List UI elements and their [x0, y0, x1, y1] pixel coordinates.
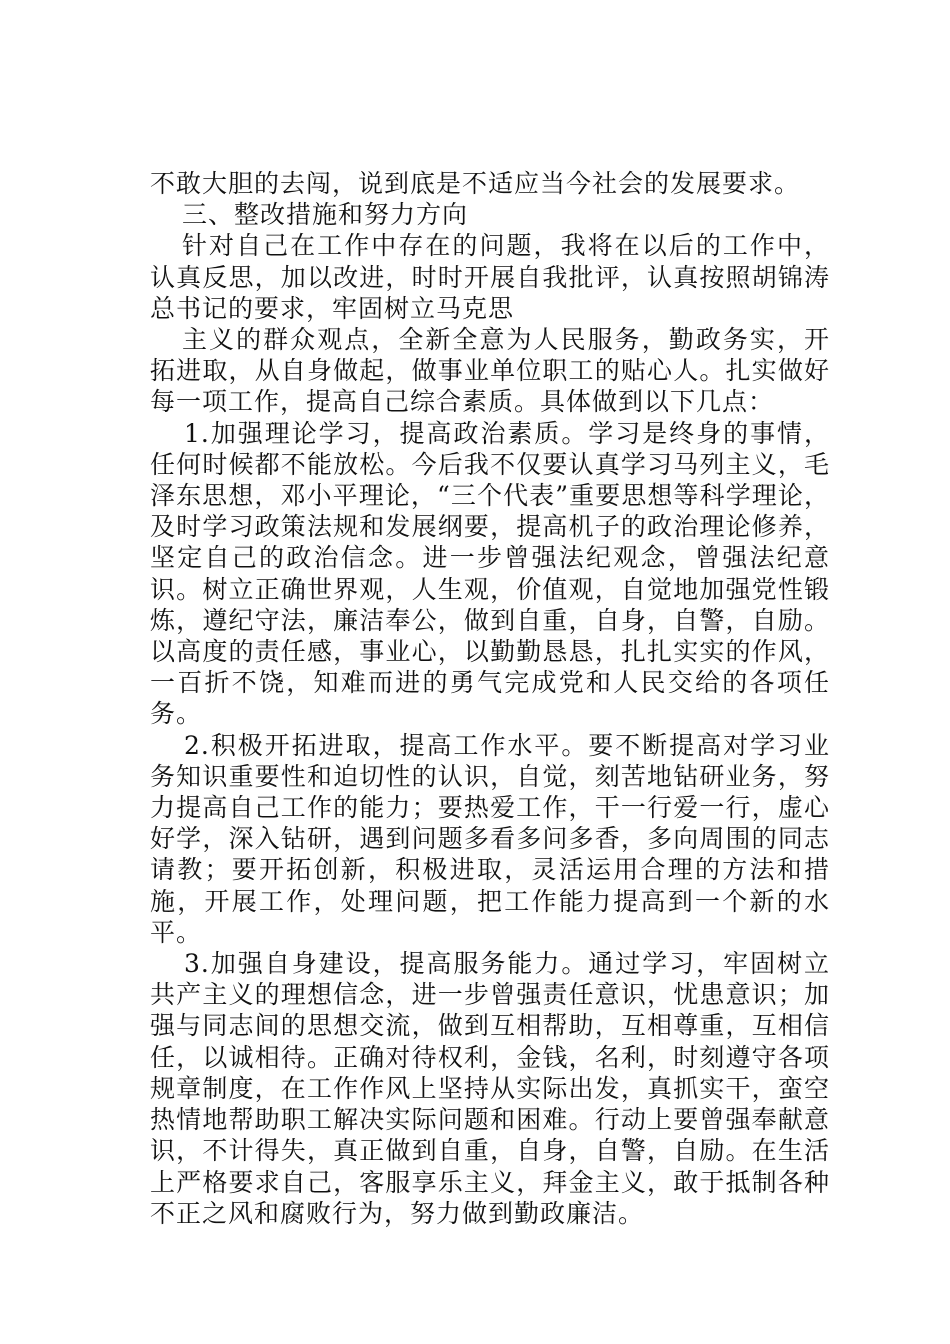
paragraph-intro: 针对自己在工作中存在的问题，我将在以后的工作中，认真反思，加以改进，时时开展自我批评，认真按照胡锦涛总书记的要求，牢固树立马克思 [150, 231, 830, 323]
paragraph-intro-continued: 主义的群众观点，全新全意为人民服务，勤政务实，开拓进取，从自身做起，做事业单位职工的贴心人。扎实做好每一项工作，提高自己综合素质。具体做到以下几点： [150, 325, 830, 417]
paragraph-item-3: 3.加强自身建设，提高服务能力。通过学习，牢固树立共产主义的理想信念，进一步曾强责任意识，忧患意识；加强与同志间的思想交流，做到互相帮助，互相尊重，互相信任，以诚相待。正确对待权利，金钱，名利，时刻遵守各项规章制度，在工作作风上坚持从实际出发，真抓实干，蛮空热情地帮助职工解决实际问题和困难。行动上要曾强奉献意识，不计得失，真正做到自重，自身，自警，自励。在生活上严格要求自己，客服享乐主义，拜金主义，敢于抵制各种不正之风和腐败行为，努力做到勤政廉洁。 [150, 949, 830, 1228]
document-body [150, 168, 830, 1229]
section-heading: 三、整改措施和努力方向 [182, 200, 469, 230]
paragraph-continuation: 不敢大胆的去闯，说到底是不适应当今社会的发展要求。 [150, 169, 801, 198]
paragraph-item-2: 2.积极开拓进取，提高工作水平。要不断提高对学习业务知识重要性和迫切性的认识，自觉，刻苦地钻研业务，努力提高自己工作的能力；要热爱工作，干一行爱一行，虚心好学，深入钻研，遇到问题多看多问多香，多向周围的同志请教；要开拓创新，积极进取，灵活运用合理的方法和措施，开展工作，处理问题，把工作能力提高到一个新的水平。 [150, 730, 830, 947]
paragraph-item-1: 1.加强理论学习，提高政治素质。学习是终身的事情，任何时候都不能放松。今后我不仅要认真学习马列主义，毛泽东思想，邓小平理论，“三个代表”重要思想等科学理论，及时学习政策法规和发展纲要，提高机子的政治理论修养，坚定自己的政治信念。进一步曾强法纪观念，曾强法纪意识。树立正确世界观，人生观，价值观，自觉地加强党性锻炼，遵纪守法，廉洁奉公，做到自重，自身，自警，自励。以高度的责任感，事业心，以勤勤恳恳，扎扎实实的作风，一百折不饶，知难而进的勇气完成党和人民交给的各项任务。 [150, 418, 830, 729]
